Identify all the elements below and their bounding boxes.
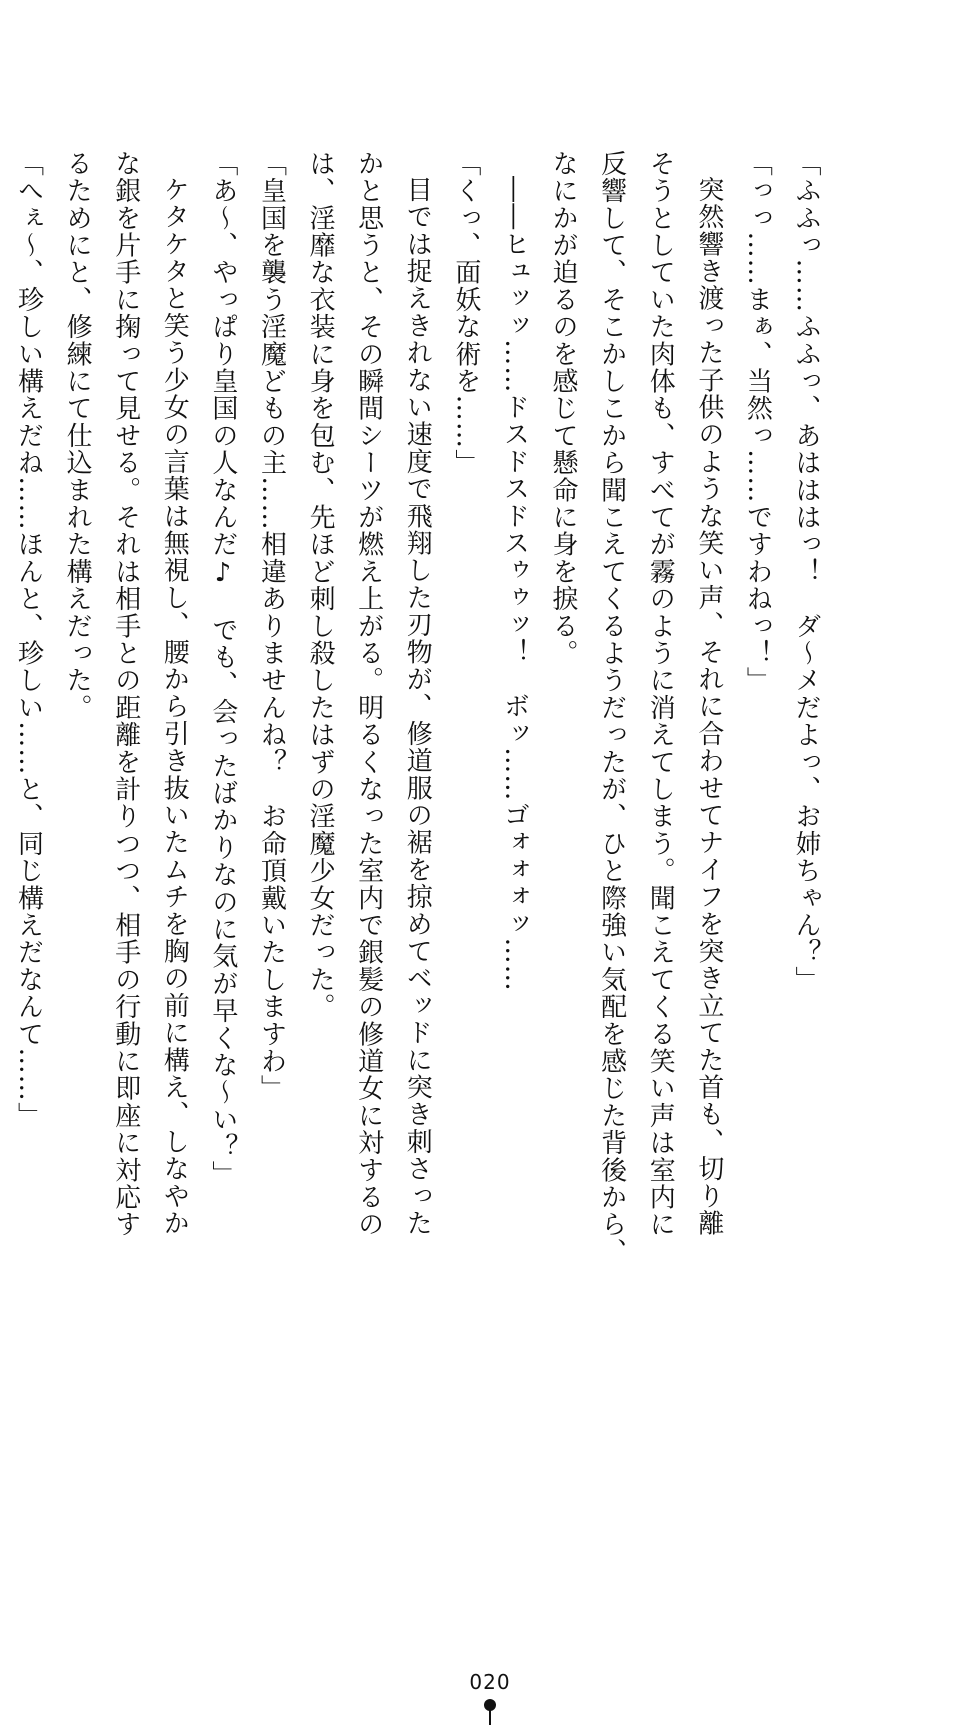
text-line: は、淫靡な衣装に身を包む、先ほど刺し殺したはずの淫魔少女だった。	[305, 150, 336, 1021]
text-line: 「っっ……まぁ、当然っ……ですわねっ！」	[742, 150, 773, 694]
text-line: そうとしていた肉体も、すべてが霧のように消えてしまう。聞こえてくる笑い声は室内に	[645, 150, 676, 1238]
page-number: 020	[469, 1670, 511, 1694]
text-line	[0, 150, 4, 1330]
text-line: かと思うと、その瞬間シーツが燃え上がる。明るくなった室内で銀髪の修道女に対するの	[353, 150, 384, 1238]
text-line: るためにと、修練にて仕込まれた構えだった。	[62, 150, 93, 722]
text-line: 「あ～、やっぱり皇国の人なんだ♪ でも、会ったばかりなのに気が早くな～い？」	[207, 150, 238, 1188]
text-line: ――ヒュッッ……ドスドスドスゥゥッ！ ボッ……ゴォォォッ……	[499, 176, 530, 992]
text-line: 「くっ、面妖な術を……」	[450, 150, 481, 477]
text-line: 「へぇ～、珍しい構えだね……ほんと、珍しい……と、同じ構えだなんて……」	[13, 150, 44, 1130]
text-line: なにかが迫るのを感じて懸命に身を捩る。	[548, 150, 579, 667]
text-line: 目では捉えきれない速度で飛翔した刃物が、修道服の裾を掠めてベッドに突き刺さった	[402, 176, 433, 1237]
text-line: 突然響き渡った子供のような笑い声、それに合わせてナイフを突き立てた首も、切り離	[693, 176, 724, 1237]
text-line: 「ふふっ……ふふっ、あはははっ！ ダ～メだよっ、お姉ちゃん？」	[791, 150, 821, 994]
vertical-text-body	[13, 150, 830, 1330]
text-line: 反響して、そこかしこから聞こえてくるようだったが、ひと際強い気配を感じた背後から、	[596, 150, 627, 1266]
text-line: ケタケタと笑う少女の言葉は無視し、腰から引き抜いたムチを胸の前に構え、しなやか	[159, 176, 190, 1237]
text-line: 「皇国を襲う淫魔どもの主……相違ありませんね？ お命頂戴いたしますわ」	[256, 150, 287, 1102]
text-line: な銀を片手に掬って見せる。それは相手との距離を計りつつ、相手の行動に即座に対応す	[110, 150, 141, 1238]
page-marker-stem	[489, 1709, 491, 1725]
